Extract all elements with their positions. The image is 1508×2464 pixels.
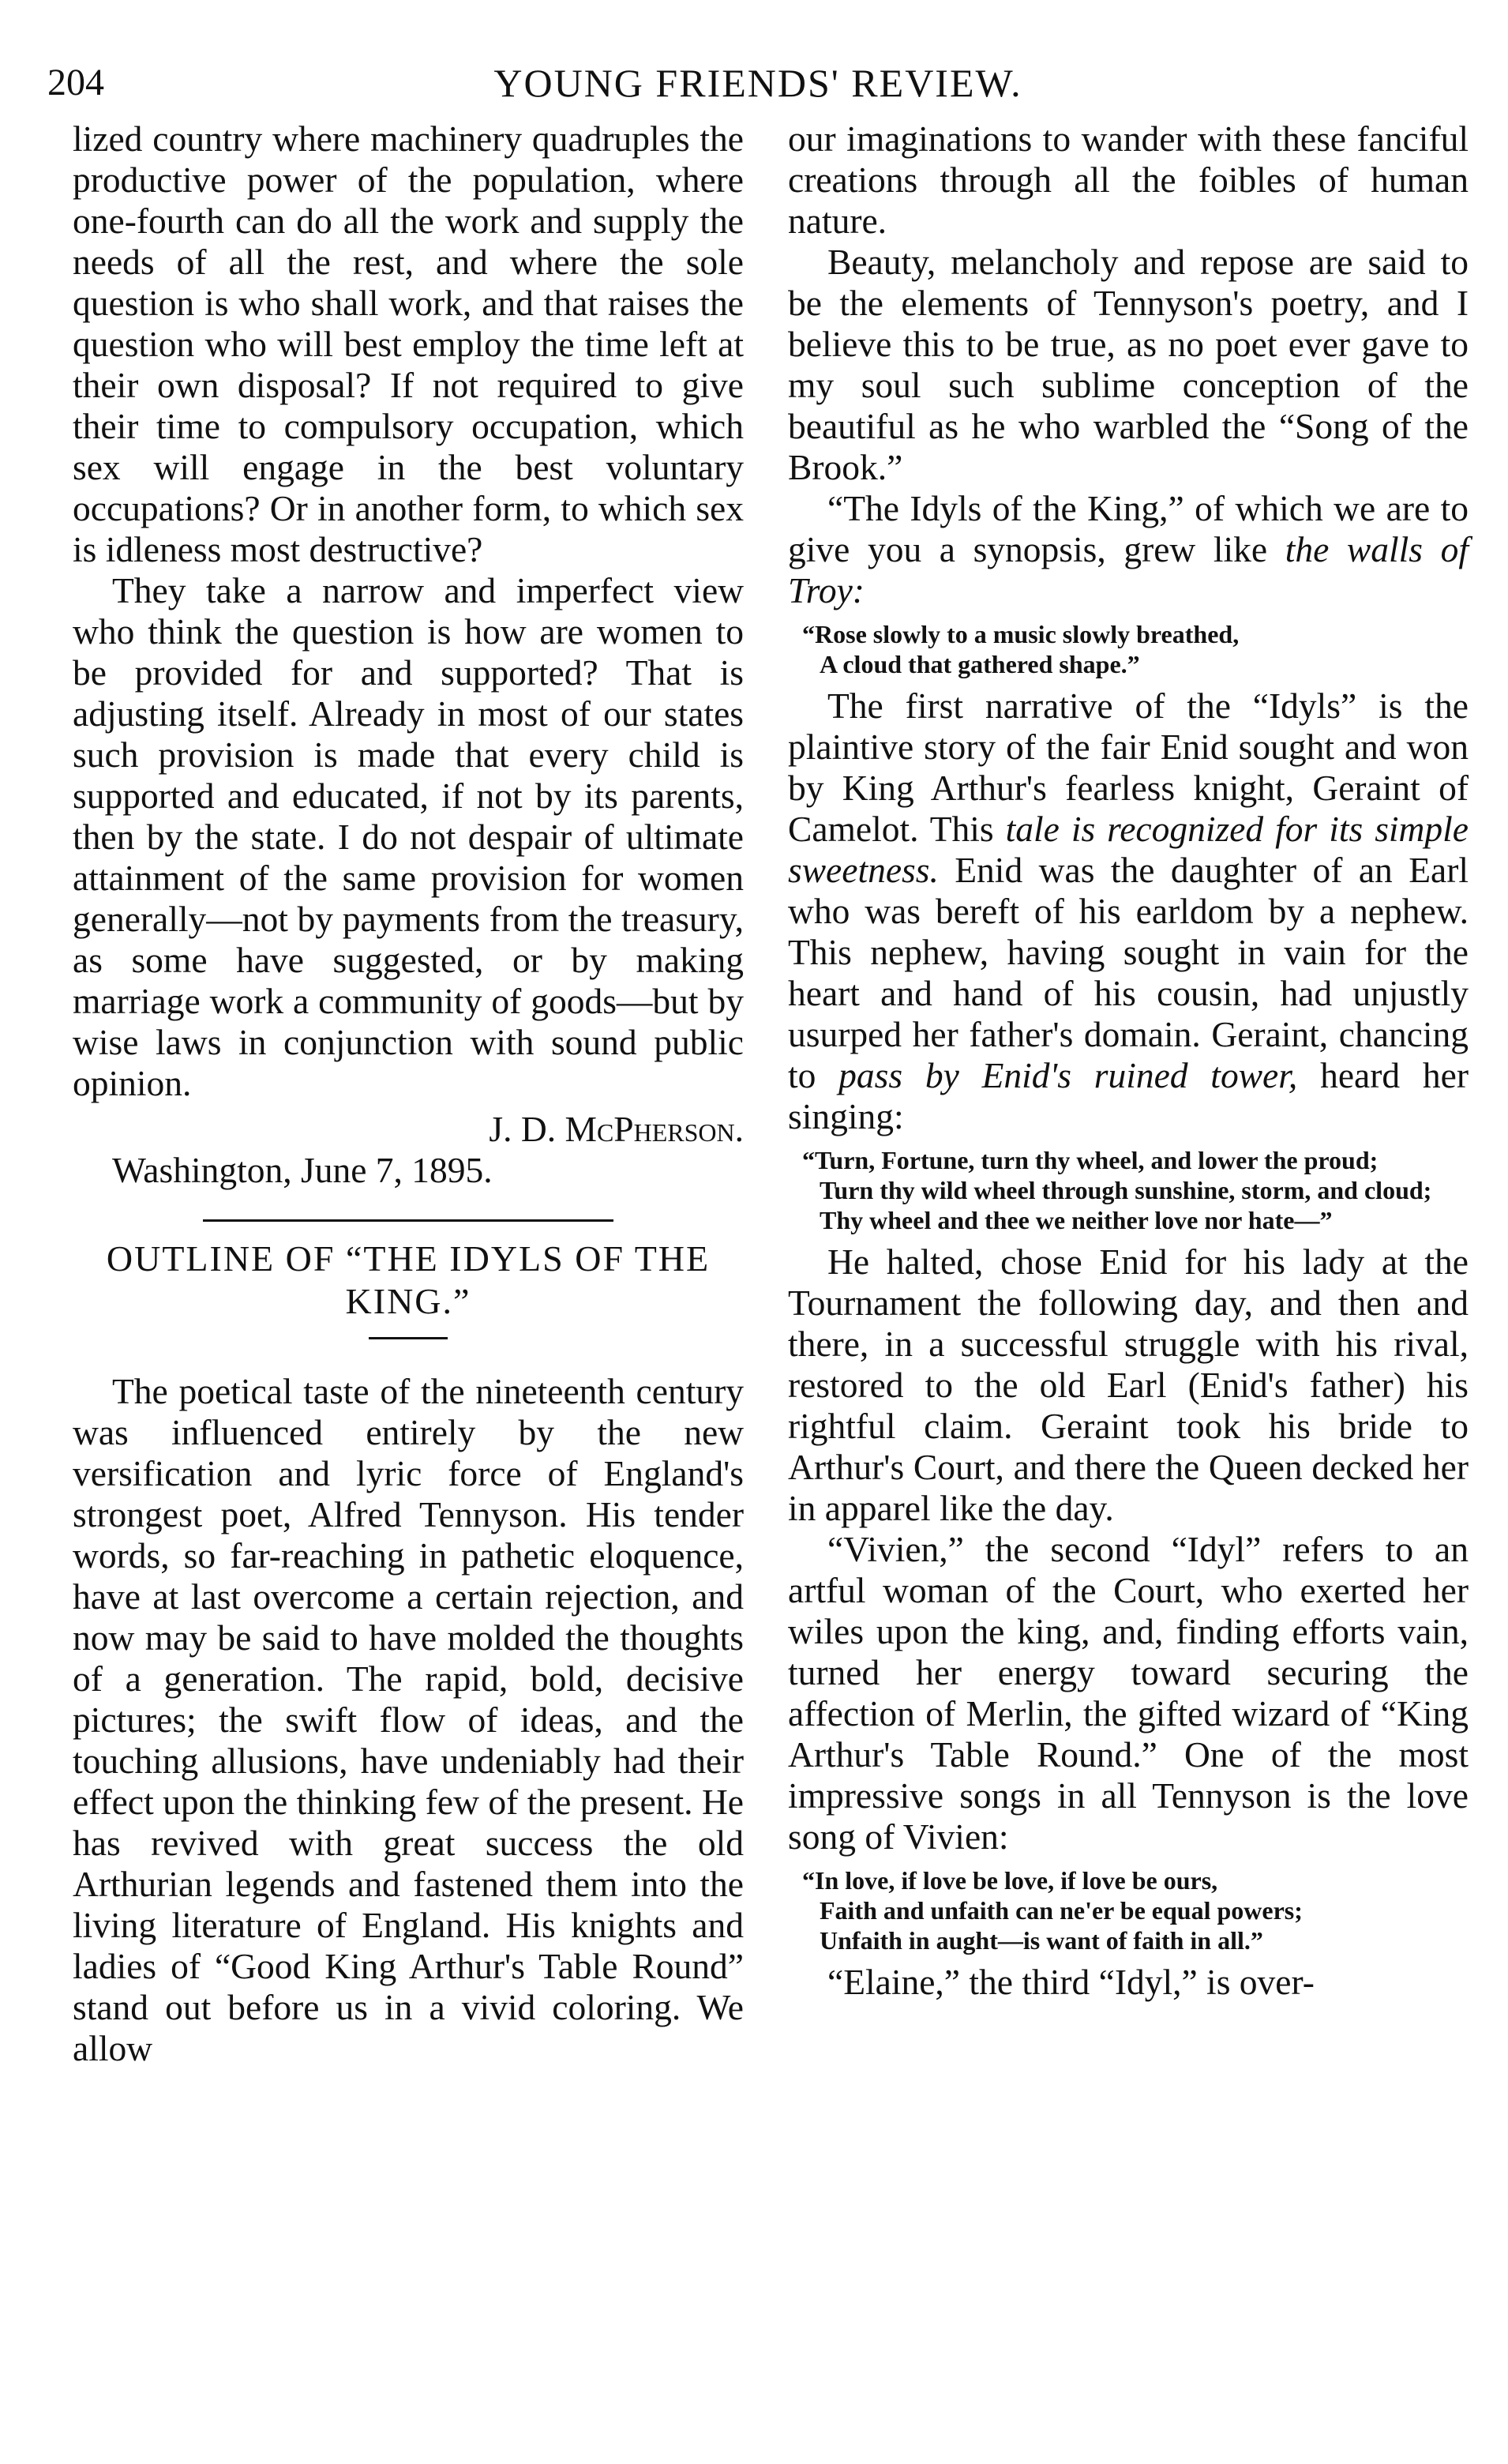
italic-run: tale is recognized for its simple sweetness. <box>788 809 1469 890</box>
verse-quote <box>788 619 1469 679</box>
verse-line: A cloud that gathered shape.” <box>820 650 1140 678</box>
signature-name: McPherson. <box>565 1109 744 1149</box>
verse-line: “Rose slowly to a music slowly breathed, <box>802 620 1240 648</box>
paragraph <box>788 685 1469 1137</box>
text-run: The first narrative of the “Idyls” is the plaintive story of the fair Enid sought and won by King Arthur's fearless knight, Geraint of Camelot. This <box>788 685 1469 849</box>
italic-run: the walls of Troy: <box>788 529 1469 610</box>
italic-run: pass by Enid's ruined tower, <box>838 1055 1298 1095</box>
text-run: “The Idyls of the King,” of which we are to give you a synopsis, grew like <box>788 488 1469 569</box>
paragraph: Beauty, melancholy and repose are said to be the elements of Tennyson's poetry, and I believe this to be true, as no poet ever gave to my soul such sublime conception of the beautiful as he who warbled the “Song of the Brook.” <box>788 242 1469 487</box>
verse-quote <box>788 1865 1469 1955</box>
verse-line: Thy wheel and thee we neither love nor hate—” <box>820 1206 1333 1234</box>
paragraph: The poetical taste of the nineteenth century was influenced entirely by the new versification and lyric force of England's strongest poet, Alfred Tennyson. His tender words, so far-reaching in pathetic eloquence, have at last overcome a certain rejection, and now may be said to have molded the thoughts of a generation. The rapid, bold, decisive pictures; the swift flow of ideas, and the touching allusions, have undeniably had their effect upon the thinking few of the present. He has revived with great success the old Arthurian legends and fastened them into the living literature of England. His knights and ladies of “Good King Arthur's Table Round” stand out before us in a vivid coloring. We allow <box>73 1371 744 2068</box>
verse-quote <box>788 1145 1469 1235</box>
running-title: YOUNG FRIENDS' REVIEW. <box>493 61 1022 105</box>
paragraph: lized country where machinery quadruples the productive power of the population, where one-fourth can do all the work and supply the needs of all the rest, and where the sole question is who shall work, and that raises the question who will best employ the time left at their own disposal? If not required to give their time to compulsory occupation, which sex will engage in the best voluntary occupations? Or in another form, to which sex is idleness most destructive? <box>73 118 744 569</box>
paragraph: “Elaine,” the third “Idyl,” is over- <box>827 1962 1315 2002</box>
page-header <box>47 47 1469 118</box>
verse-line: Unfaith in aught—is want of faith in all.” <box>820 1926 1263 1955</box>
author-signature <box>73 1109 744 1150</box>
paragraph: He halted, chose Enid for his lady at the Tournament the following day, and then and there, in a successful struggle with his rival, restored to the old Earl (Enid's father) his rightful claim. Geraint took his bride to Arthur's Court, and there the Queen decked her in apparel like the day. <box>788 1241 1469 1528</box>
text-run: Enid was the daughter of an Earl who was bereft of his earldom by a nephew. This nephew, having sought in vain for the heart and hand of his cousin, had unjustly usurped her father's domain. Geraint, chancing to <box>788 850 1469 1095</box>
section-divider <box>203 1219 613 1222</box>
paragraph: “Vivien,” the second “Idyl” refers to an artful woman of the Court, who exerted her wiles upon the king, and, finding efforts vain, turned her energy toward securing the affection of Merlin, the gifted wizard of “King Arthur's Table Round.” One of the most impressive songs in all Tennyson is the love song of Vivien: <box>788 1529 1469 1857</box>
paragraph: They take a narrow and imperfect view who think the question is how are women to be provided for and supported? That is adjusting itself. Already in most of our states such provision is made that every child is supported and educated, if not by its parents, then by the state. I do not despair of ultimate attainment of the same provision for women generally—not by payments from the treasury, as some have suggested, or by making marriage work a community of goods—but by wise laws in conjunction with sound public opinion. <box>73 570 744 1103</box>
dateline: Washington, June 7, 1895. <box>112 1150 493 1190</box>
right-column <box>788 118 1469 2003</box>
title-rule <box>369 1337 448 1339</box>
verse-line: Turn thy wild wheel through sunshine, storm, and cloud; <box>820 1176 1432 1204</box>
verse-line: Faith and unfaith can ne'er be equal powers; <box>820 1896 1303 1925</box>
paragraph <box>788 488 1469 611</box>
page-number: 204 <box>47 62 104 103</box>
left-column <box>73 118 744 2069</box>
signature-initials: J. D. <box>489 1109 565 1149</box>
verse-line: “In love, if love be love, if love be ours, <box>802 1866 1218 1895</box>
text-run: heard her singing: <box>788 1055 1469 1136</box>
section-title: OUTLINE OF “THE IDYLS OF THE KING.” <box>106 1238 711 1321</box>
paragraph: our imaginations to wander with these fanciful creations through all the foibles of human nature. <box>788 118 1469 241</box>
verse-line: “Turn, Fortune, turn thy wheel, and lower the proud; <box>802 1146 1379 1174</box>
